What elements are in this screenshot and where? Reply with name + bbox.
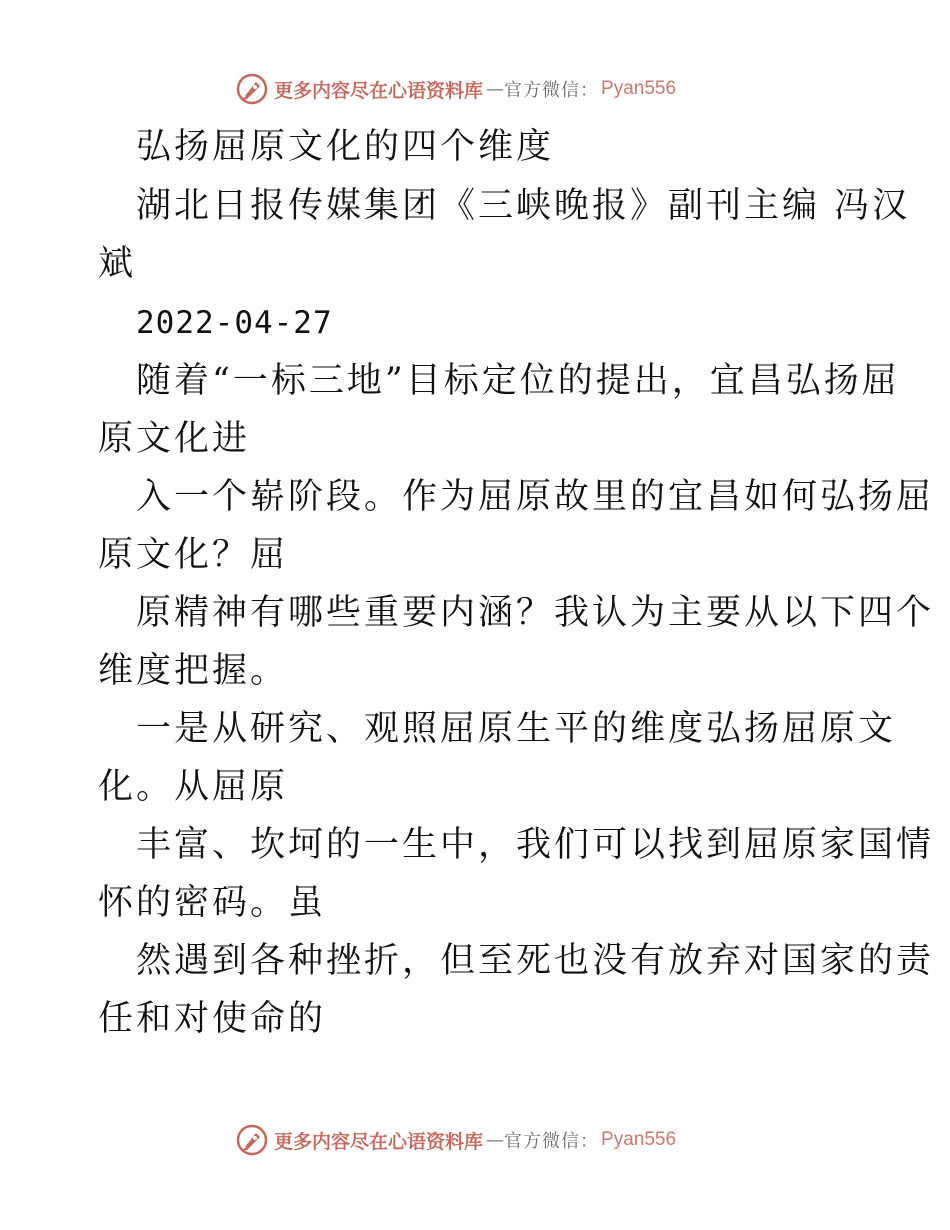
paragraph-line: 一是从研究、观照屈原生平的维度弘扬屈原文 — [136, 709, 897, 749]
watermark-wechat-id: Pyan556 — [601, 78, 677, 99]
paragraph-line: 随着“一标三地”目标定位的提出，宜昌弘扬屈 — [136, 361, 900, 401]
watermark-separator: — — [486, 78, 505, 100]
watermark-label: 官方微信： — [504, 1131, 600, 1152]
article-title: 弘扬屈原文化的四个维度 — [136, 127, 555, 167]
watermark-main-text: 更多内容尽在心语资料库 — [274, 79, 484, 102]
pen-nib-logo-icon — [236, 73, 268, 105]
paragraph-line: 丰富、坎坷的一生中，我们可以找到屈原家国情 — [136, 825, 935, 865]
watermark-main-text: 更多内容尽在心语资料库 — [274, 1130, 484, 1153]
paragraph-line: 怀的密码。虽 — [98, 883, 327, 923]
pen-nib-logo-icon — [236, 1124, 268, 1156]
publish-date: 2022-04-27 — [136, 305, 333, 341]
watermark-wechat-id: Pyan556 — [601, 1129, 677, 1150]
paragraph-line: 然遇到各种挫折，但至死也没有放弃对国家的责 — [136, 941, 935, 981]
paragraph-line: 原精神有哪些重要内涵？我认为主要从以下四个 — [136, 593, 935, 633]
author-line: 湖北日报传媒集团《三峡晚报》副刊主编 冯汉 — [136, 186, 911, 226]
footer-watermark — [236, 1123, 676, 1157]
watermark-label: 官方微信： — [504, 80, 600, 101]
paragraph-line: 维度把握。 — [98, 651, 289, 691]
paragraph-line: 化。从屈原 — [98, 767, 289, 807]
header-watermark — [236, 72, 676, 106]
paragraph-line: 原文化？屈 — [98, 535, 289, 575]
watermark-separator: — — [486, 1129, 505, 1151]
paragraph-line: 原文化进 — [98, 419, 251, 459]
paragraph-line: 任和对使命的 — [98, 999, 327, 1039]
author-line-cont: 斌 — [98, 244, 137, 284]
paragraph-line: 入一个崭阶段。作为屈原故里的宜昌如何弘扬屈 — [136, 477, 935, 517]
